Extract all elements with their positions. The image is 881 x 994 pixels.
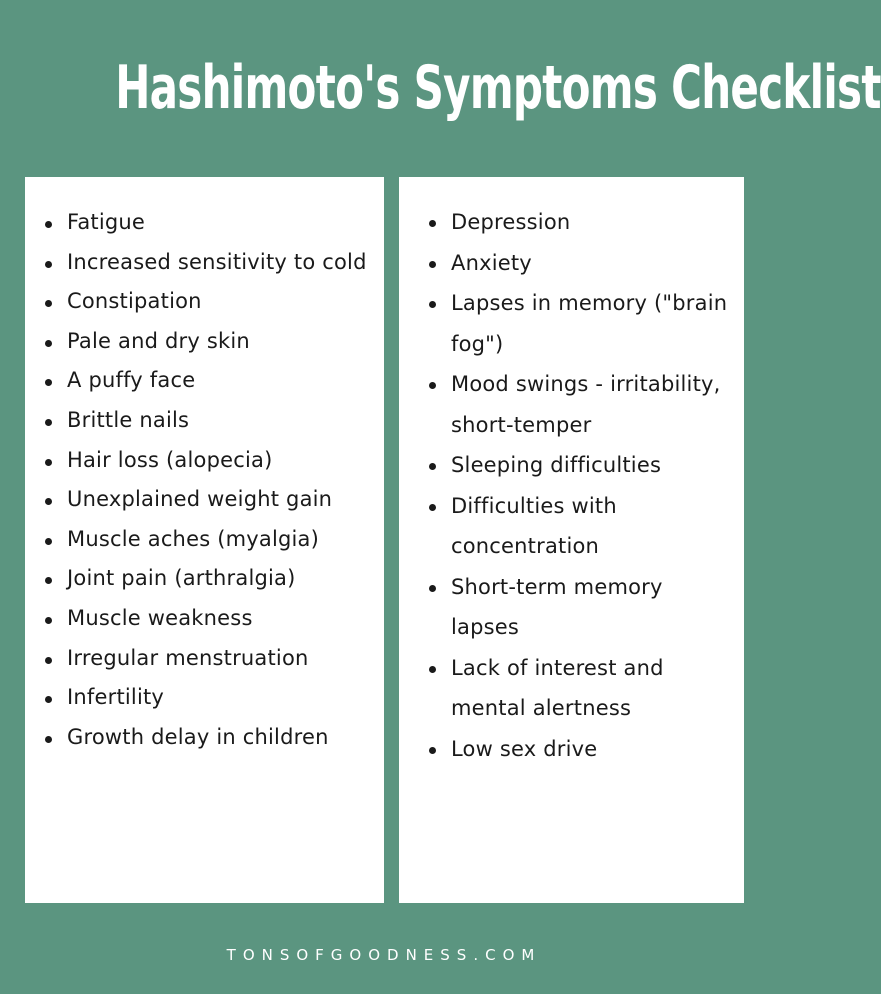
- symptom-item: Difficulties with concentration: [427, 486, 734, 567]
- symptom-item: Muscle weakness: [43, 599, 374, 639]
- symptom-item: Anxiety: [427, 243, 734, 284]
- symptom-item: Joint pain (arthralgia): [43, 559, 374, 599]
- symptom-item: Low sex drive: [427, 729, 734, 770]
- symptom-item: Muscle aches (myalgia): [43, 520, 374, 560]
- symptom-item: Infertility: [43, 678, 374, 718]
- symptom-item: Unexplained weight gain: [43, 480, 374, 520]
- symptom-item: Mood swings - irritability, short-temper: [427, 364, 734, 445]
- symptom-item: Brittle nails: [43, 401, 374, 441]
- symptom-item: Short-term memory lapses: [427, 567, 734, 648]
- symptom-item: Pale and dry skin: [43, 322, 374, 362]
- symptom-item: Fatigue: [43, 203, 374, 243]
- left-symptom-panel: [25, 177, 384, 903]
- right-symptom-panel: [399, 177, 744, 903]
- symptom-item: Lapses in memory ("brain fog"): [427, 283, 734, 364]
- right-symptom-list: [427, 202, 734, 769]
- symptom-item: Sleeping difficulties: [427, 445, 734, 486]
- symptom-item: Hair loss (alopecia): [43, 441, 374, 481]
- symptom-item: Lack of interest and mental alertness: [427, 648, 734, 729]
- site-footer: TONSOFGOODNESS.COM: [226, 946, 542, 964]
- symptom-item: Irregular menstruation: [43, 639, 374, 679]
- symptom-item: A puffy face: [43, 361, 374, 401]
- symptom-item: Growth delay in children: [43, 718, 374, 758]
- symptom-item: Constipation: [43, 282, 374, 322]
- symptom-item: Depression: [427, 202, 734, 243]
- symptom-item: Increased sensitivity to cold: [43, 243, 374, 283]
- left-symptom-list: [43, 203, 374, 757]
- page-title: Hashimoto's Symptoms Checklist: [115, 53, 881, 123]
